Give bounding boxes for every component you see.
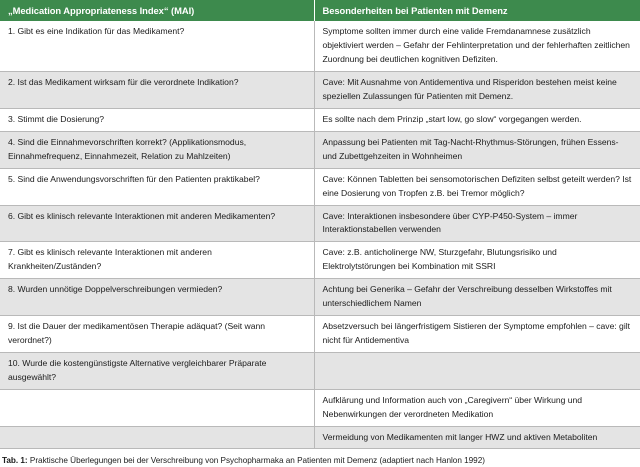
dementia-note-cell: Cave: Interaktionen insbesondere über CYP-P450-System – immer Interaktionstabellen verwenden	[314, 205, 640, 242]
mai-criterion-cell: 2. Ist das Medikament wirksam für die verordnete Indikation?	[0, 72, 314, 109]
mai-criterion-cell	[0, 389, 314, 426]
dementia-note-cell: Cave: z.B. anticholinerge NW, Sturzgefahr, Blutungsrisiko und Elektrolytstörungen bei Kombination mit SSRI	[314, 242, 640, 279]
table-row	[0, 108, 640, 131]
table-row	[0, 21, 640, 71]
dementia-note-cell: Symptome sollten immer durch eine valide Fremdanamnese zusätzlich objektiviert werden – Gefahr der Fehlinterpretation und der fehlerhaften zeitlichen Zuordnung bei deutlichen kognitiven Defiziten.	[314, 21, 640, 71]
table-header	[0, 0, 640, 21]
mai-criterion-cell	[0, 426, 314, 449]
mai-criterion-cell: 10. Wurde die kostengünstigste Alternative vergleichbarer Präparate ausgewählt?	[0, 352, 314, 389]
dementia-note-cell: Vermeidung von Medikamenten mit langer HWZ und aktiven Metaboliten	[314, 426, 640, 449]
table-row	[0, 72, 640, 109]
dementia-note-cell: Achtung bei Generika – Gefahr der Verschreibung desselben Wirkstoffes mit unterschiedlichem Namen	[314, 279, 640, 316]
table-caption	[0, 449, 640, 466]
table-row	[0, 131, 640, 168]
mai-criterion-cell: 5. Sind die Anwendungsvorschriften für den Patienten praktikabel?	[0, 168, 314, 205]
table-row	[0, 205, 640, 242]
table-row	[0, 316, 640, 353]
table-row	[0, 279, 640, 316]
table-row	[0, 168, 640, 205]
mai-criterion-cell: 3. Stimmt die Dosierung?	[0, 108, 314, 131]
dementia-note-cell: Anpassung bei Patienten mit Tag-Nacht-Rhythmus-Störungen, frühen Essens- und Zubettgehzeiten in Wohnheimen	[314, 131, 640, 168]
mai-criterion-cell: 7. Gibt es klinisch relevante Interaktionen mit anderen Krankheiten/Zuständen?	[0, 242, 314, 279]
dementia-note-cell: Cave: Mit Ausnahme von Antidementiva und Risperidon bestehen meist keine speziellen Zulassungen für Patienten mit Demenz.	[314, 72, 640, 109]
table-row	[0, 389, 640, 426]
table-body	[0, 21, 640, 449]
table-row	[0, 352, 640, 389]
table-row	[0, 426, 640, 449]
table-row	[0, 242, 640, 279]
caption-label: Tab. 1:	[2, 456, 28, 466]
mai-criterion-cell: 8. Wurden unnötige Doppelverschreibungen vermieden?	[0, 279, 314, 316]
mai-criterion-cell: 9. Ist die Dauer der medikamentösen Therapie adäquat? (Seit wann verordnet?)	[0, 316, 314, 353]
dementia-note-cell: Aufklärung und Information auch von „Caregivern“ über Wirkung und Nebenwirkungen der verordneten Medikation	[314, 389, 640, 426]
dementia-note-cell: Cave: Können Tabletten bei sensomotorischen Defiziten selbst geteilt werden? Ist eine Dosierung von Tropfen z.B. bei Tremor möglich?	[314, 168, 640, 205]
dementia-note-cell: Es sollte nach dem Prinzip „start low, go slow“ vorgegangen werden.	[314, 108, 640, 131]
caption-text: Praktische Überlegungen bei der Verschreibung von Psychopharmaka an Patienten mit Demenz (adaptiert nach Hanlon 1992)	[27, 456, 485, 466]
mai-criterion-cell: 1. Gibt es eine Indikation für das Medikament?	[0, 21, 314, 71]
dementia-note-cell	[314, 352, 640, 389]
mai-criterion-cell: 6. Gibt es klinisch relevante Interaktionen mit anderen Medikamenten?	[0, 205, 314, 242]
header-row	[0, 0, 640, 21]
column-header-dementia: Besonderheiten bei Patienten mit Demenz	[314, 0, 640, 21]
column-header-mai: „Medication Appropriateness Index“ (MAI)	[0, 0, 314, 21]
mai-criterion-cell: 4. Sind die Einnahmevorschriften korrekt? (Applikationsmodus, Einnahmefrequenz, Einnahmezeit, Relation zu Mahlzeiten)	[0, 131, 314, 168]
dementia-note-cell: Absetzversuch bei längerfristigem Sistieren der Symptome empfohlen – cave: gilt nicht für Antidementiva	[314, 316, 640, 353]
